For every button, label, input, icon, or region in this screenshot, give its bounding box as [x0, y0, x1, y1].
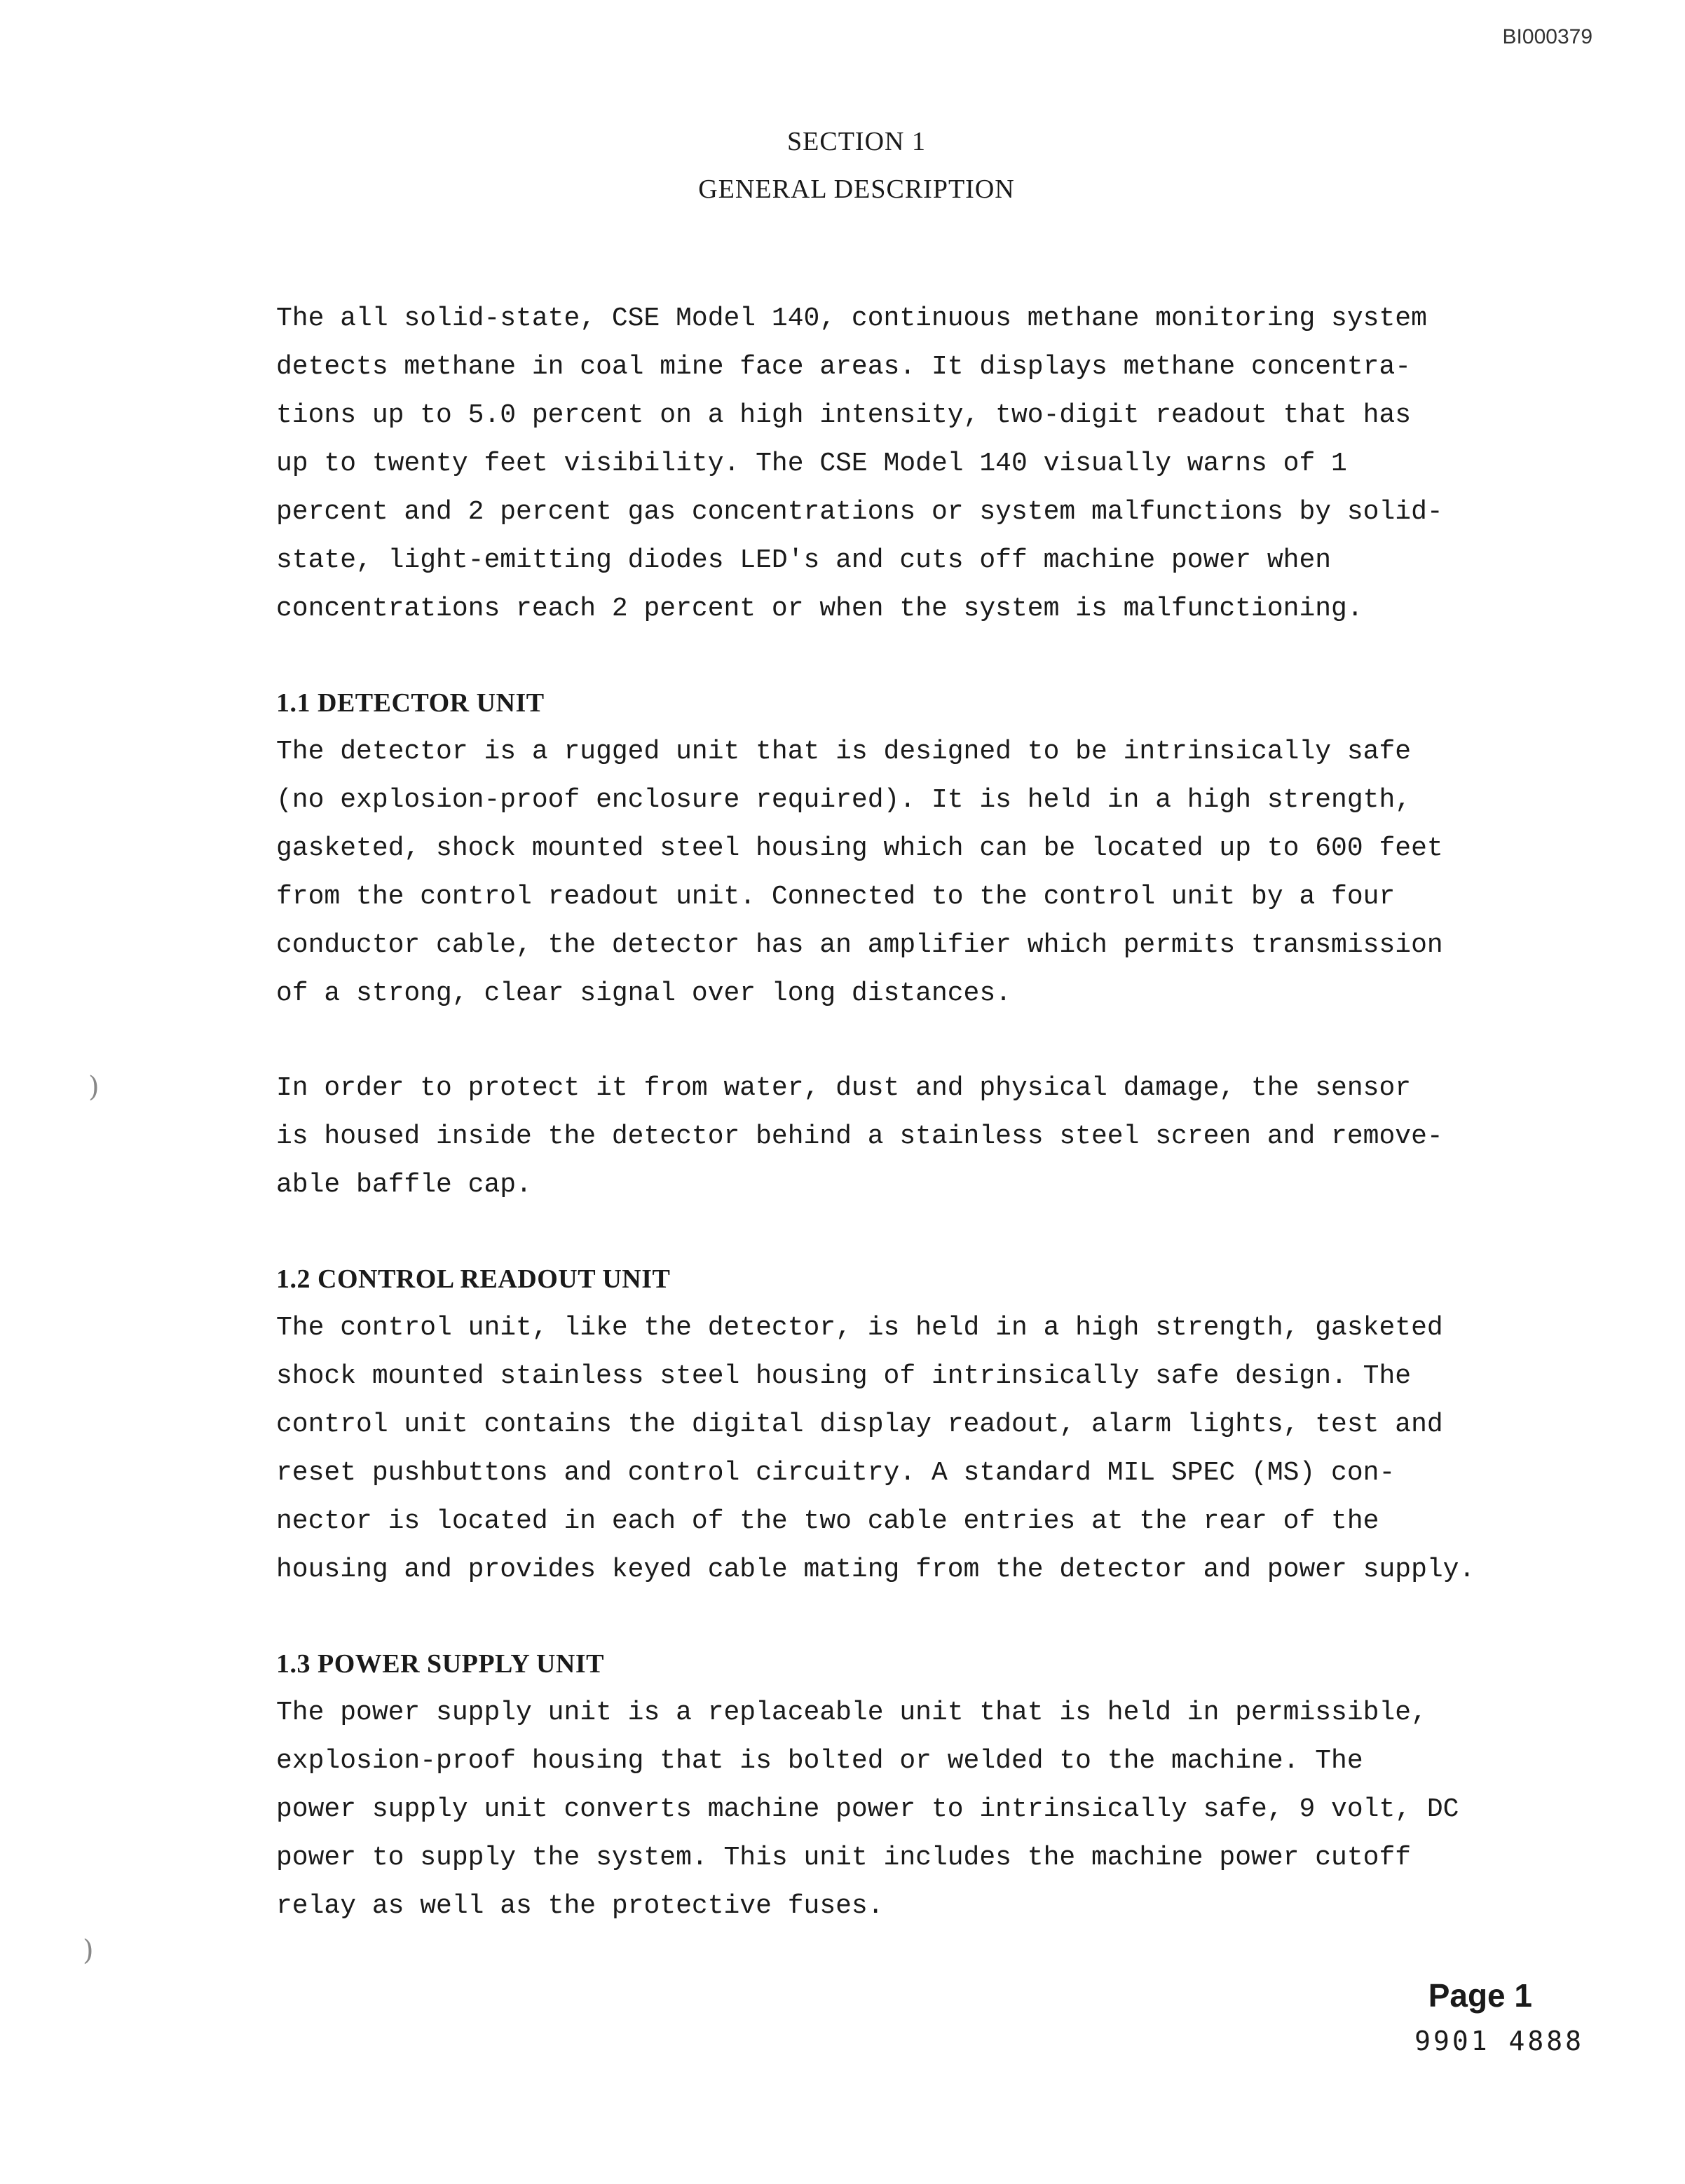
document-body	[276, 294, 1496, 1930]
intro-paragraph: The all solid-state, CSE Model 140, continuous methane monitoring system detects methane in coal mine face areas. It displays methane concentra- tions up to 5.0 percent on a high intensity, two-digit readout that has up to twenty feet visibility. The CSE Model 140 visually warns of 1 percent and 2 percent gas concentrations or system malfunctions by solid- state, light-emitting diodes LED's and cuts off machine power when concentrations reach 2 percent or when the system is malfunctioning.	[276, 303, 1443, 624]
power-supply-paragraph: The power supply unit is a replaceable unit that is held in permissible, explosion-proof housing that is bolted or welded to the machine. The power supply unit converts machine power to intrinsically safe, 9 volt, DC power to supply the system. This unit includes the machine power cutoff relay as well as the protective fuses.	[276, 1698, 1459, 1921]
detector-paragraph-1: The detector is a rugged unit that is designed to be intrinsically safe (no explosion-proof enclosure required). It is held in a high strength, gasketed, shock mounted steel housing which can be located up to 600 feet from the control readout unit. Connected to the control unit by a four conductor cable, the detector has an amplifier which permits transmission of a strong, clear signal over long distances.	[276, 737, 1443, 1009]
page-code: 9901 4888	[1414, 2026, 1584, 2056]
margin-mark: )	[83, 1934, 94, 1967]
detector-paragraph-2: In order to protect it from water, dust and physical damage, the sensor is housed inside the detector behind a stainless steel screen and remove- able baffle cap.	[276, 1073, 1443, 1200]
heading-control-readout-unit: 1.2 CONTROL READOUT UNIT	[276, 1264, 671, 1294]
section-number: SECTION 1	[787, 127, 926, 156]
page-number-label: Page 1	[1428, 1977, 1532, 2014]
heading-detector-unit: 1.1 DETECTOR UNIT	[276, 688, 545, 718]
heading-power-supply-unit: 1.3 POWER SUPPLY UNIT	[276, 1649, 604, 1679]
section-title: GENERAL DESCRIPTION	[698, 175, 1015, 204]
document-id: BI000379	[1502, 25, 1592, 48]
margin-mark: )	[88, 1071, 100, 1103]
control-paragraph: The control unit, like the detector, is held in a high strength, gasketed shock mounted stainless steel housing of intrinsically safe design. The control unit contains the digital display readout, alarm lights, test and reset pushbuttons and control circuitry. A standard MIL SPEC (MS) con- nector is located in each of the two cable entries at the rear of the housing and provides keyed cable mating from the detector and power supply.	[276, 1313, 1475, 1585]
